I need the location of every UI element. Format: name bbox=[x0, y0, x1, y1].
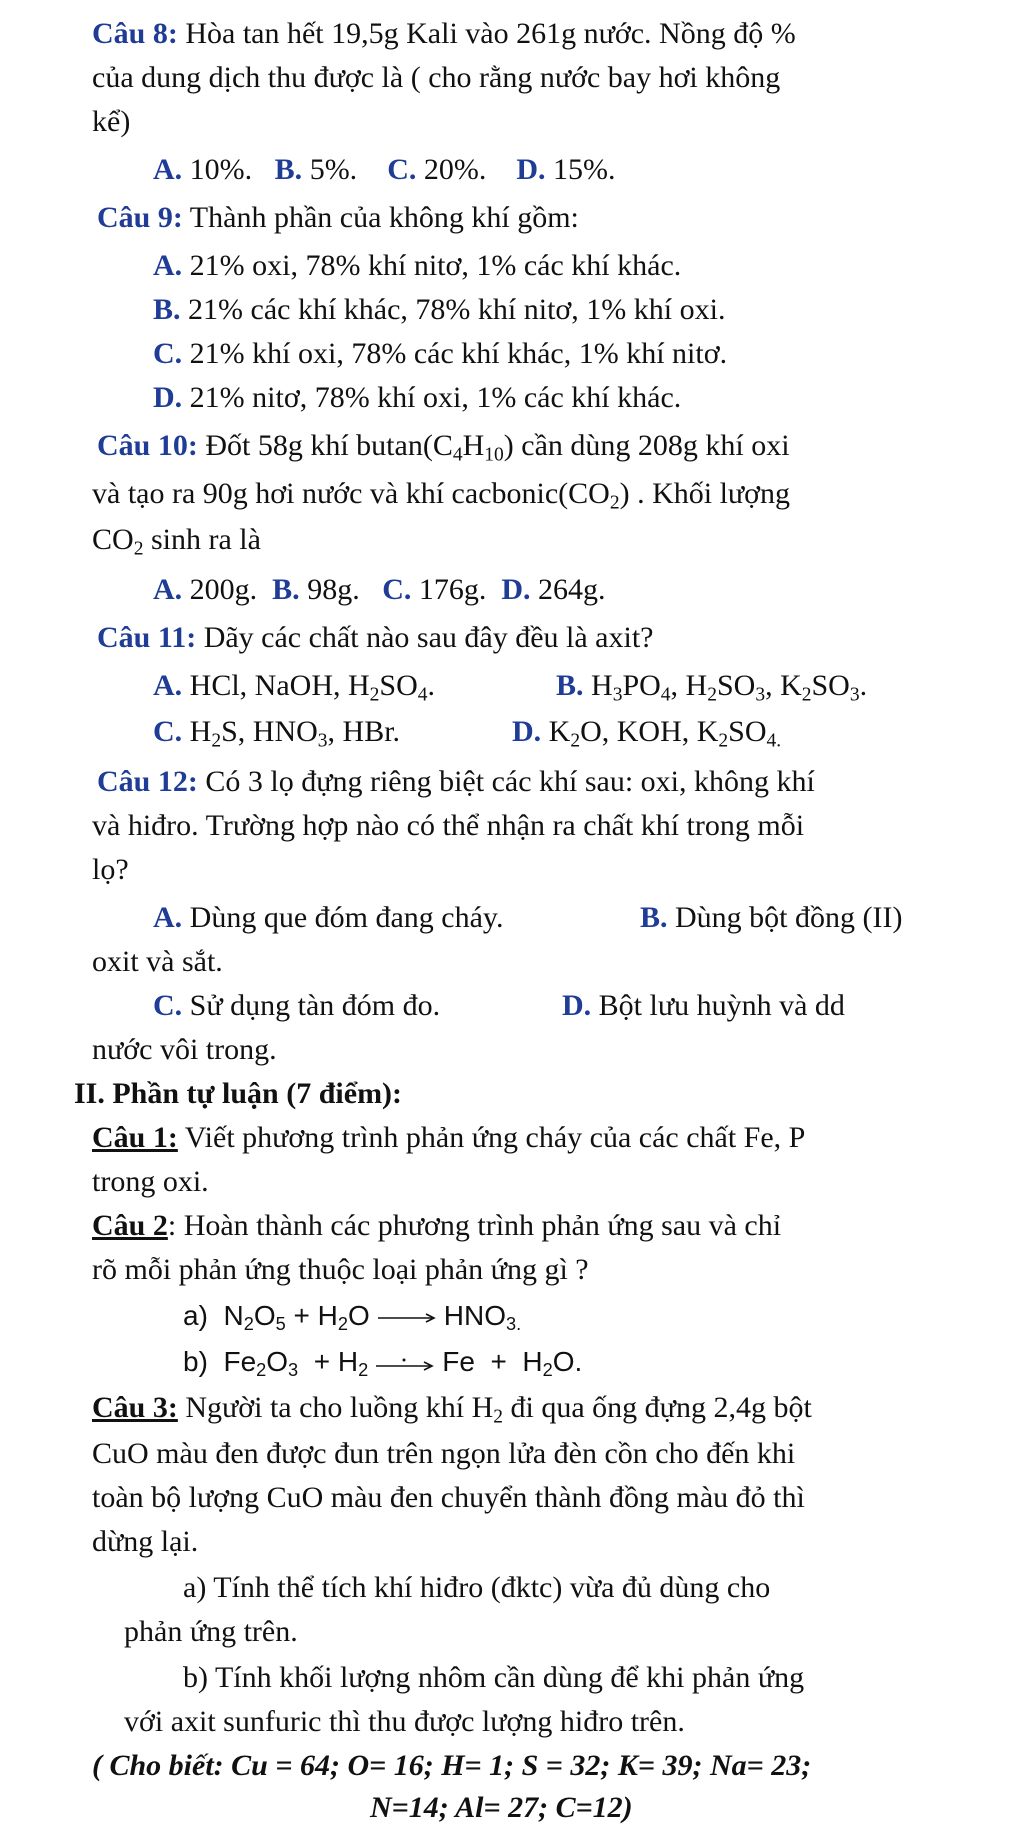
question-9-option-b bbox=[153, 292, 725, 328]
option-text: 21% các khí khác, 78% khí nitơ, 1% khí oxi. bbox=[188, 293, 726, 326]
option-text: 21% oxi, 78% khí nitơ, 1% các khí khác. bbox=[189, 249, 682, 282]
question-text: ) . Khối lượng bbox=[619, 477, 791, 510]
question-12-option-b-cont: oxit và sắt. bbox=[92, 945, 223, 978]
essay-1-line-2: trong oxi. bbox=[92, 1165, 209, 1198]
option-label: A. bbox=[153, 153, 183, 186]
option-text: 5%. bbox=[309, 153, 358, 186]
question-8-answers bbox=[153, 152, 616, 188]
question-label: Câu 9: bbox=[97, 201, 183, 234]
question-9-option-c bbox=[153, 336, 727, 372]
question-10-line-1: Câu 10: Đốt 58g khí $butan(C_4H_{10})$ cần dùng 208g khí oxi bbox=[97, 429, 790, 466]
item-label: b) bbox=[183, 1346, 208, 1377]
question-text: Thành phần của không khí gồm: bbox=[182, 201, 579, 234]
question-text: Hòa tan hết 19,5g Kali vào 261g nước. Nồng độ % bbox=[177, 17, 796, 50]
option-label: B. bbox=[153, 293, 181, 326]
essay-3-part-a: a) Tính thể tích khí hiđro (đktc) vừa đủ dùng cho bbox=[183, 1571, 771, 1604]
question-12-option-a bbox=[153, 900, 504, 936]
question-11-option-b: B. $H_3PO_4$, $H_2SO_3$, $K_2SO_3$. bbox=[556, 669, 868, 706]
option-label: C. bbox=[153, 337, 183, 370]
question-12-option-d bbox=[562, 988, 845, 1024]
question-text: Có 3 lọ đựng riêng biệt các khí sau: oxi, không khí bbox=[197, 765, 815, 798]
question-label: Câu 3: bbox=[92, 1391, 178, 1424]
question-text: sinh ra là bbox=[143, 523, 261, 556]
question-text: CO bbox=[92, 523, 134, 556]
option-text: 20%. bbox=[423, 153, 487, 186]
reaction-a: a) $N_2O_5 + H_2O$ $HNO_{3.}$ bbox=[183, 1300, 522, 1335]
essay-3-part-a-cont: phản ứng trên. bbox=[124, 1615, 298, 1648]
question-text: Dãy các chất nào sau đây đều là axit? bbox=[196, 621, 654, 654]
option-label: A. bbox=[153, 249, 183, 282]
reaction-b: b) $Fe_2O_3 + H_2$ $Fe + H_2O$. bbox=[183, 1346, 583, 1381]
question-text: và tạo ra 90g hơi nước và khí cacbonic(CO bbox=[92, 477, 610, 510]
question-10-line-2: và tạo ra 90g hơi nước và khí $cacbonic(CO_2)$ . Khối lượng bbox=[92, 477, 791, 514]
reaction-arrow-icon bbox=[376, 1311, 438, 1325]
option-label: A. bbox=[153, 669, 183, 702]
question-text: ) cần dùng 208g khí oxi bbox=[503, 429, 790, 462]
essay-3-line-4: dừng lại. bbox=[92, 1525, 199, 1558]
option-label: D. bbox=[501, 573, 531, 606]
question-12-option-c bbox=[153, 988, 440, 1024]
option-text: 21% nitơ, 78% khí oxi, 1% các khí khác. bbox=[189, 381, 682, 414]
option-text: 176g. bbox=[418, 573, 487, 606]
question-label: Câu 10: bbox=[97, 429, 198, 462]
option-label: D. bbox=[516, 153, 546, 186]
question-text: Người ta cho luồng khí H bbox=[177, 1391, 494, 1424]
question-label: Câu 11: bbox=[97, 621, 197, 654]
question-12-line-2: và hiđro. Trường hợp nào có thể nhận ra chất khí trong mỗi bbox=[92, 809, 805, 842]
question-label: Câu 2 bbox=[92, 1209, 168, 1242]
essay-3-part-b-cont: với axit sunfuric thì thu được lượng hiđro trên. bbox=[124, 1705, 685, 1738]
question-11-option-c: C. $H_2S$, $HNO_3$, HBr. bbox=[153, 715, 401, 752]
item-label: a) bbox=[183, 1300, 208, 1331]
question-11-line-1 bbox=[97, 620, 653, 656]
option-label: C. bbox=[153, 715, 183, 748]
option-text: 200g. bbox=[189, 573, 258, 606]
question-12-option-d-cont: nước vôi trong. bbox=[92, 1033, 277, 1066]
question-9-option-a bbox=[153, 248, 681, 284]
question-text: đi qua ống đựng 2,4g bột bbox=[503, 1391, 812, 1424]
question-12-option-b bbox=[640, 900, 902, 936]
option-label: B. bbox=[640, 901, 668, 934]
option-text: 264g. bbox=[538, 573, 606, 606]
question-text: Đốt 58g khí butan(C bbox=[197, 429, 453, 462]
question-12-line-1 bbox=[97, 764, 815, 800]
question-9-option-d bbox=[153, 380, 681, 416]
question-label: Câu 12: bbox=[97, 765, 198, 798]
option-text: Sử dụng tàn đóm đo. bbox=[189, 989, 441, 1022]
essay-2-line-1 bbox=[92, 1208, 781, 1244]
essay-3-part-b: b) Tính khối lượng nhôm cần dùng để khi phản ứng bbox=[183, 1661, 805, 1694]
essay-2-line-2: rõ mỗi phản ứng thuộc loại phản ứng gì ? bbox=[92, 1253, 589, 1286]
option-label: B. bbox=[274, 153, 303, 186]
option-label: C. bbox=[387, 153, 417, 186]
option-text: Dùng bột đồng (II) bbox=[675, 901, 903, 934]
essay-3-line-1: Câu 3: Người ta cho luồng khí $H_2$ đi qua ống đựng 2,4g bột bbox=[92, 1391, 812, 1428]
option-label: B. bbox=[556, 669, 584, 702]
given-data-line-1: ( Cho biết: Cu = 64; O= 16; H= 1; S = 32; K= 39; Na= 23; bbox=[92, 1749, 812, 1782]
question-11-option-a: A. HCl, NaOH, $H_2SO_4$. bbox=[153, 669, 436, 706]
question-9-line-1 bbox=[97, 200, 579, 236]
question-8-line-3: kể) bbox=[92, 105, 131, 138]
option-label: A. bbox=[153, 573, 183, 606]
option-label: D. bbox=[562, 989, 592, 1022]
question-8-line-2: của dung dịch thu được là ( cho rằng nước bay hơi không bbox=[92, 61, 781, 94]
option-label: C. bbox=[153, 989, 183, 1022]
option-text: Dùng que đóm đang cháy. bbox=[189, 901, 504, 934]
option-text: 98g. bbox=[307, 573, 360, 606]
option-label: A. bbox=[153, 901, 183, 934]
question-text: Viết phương trình phản ứng cháy của các chất Fe, P bbox=[177, 1121, 806, 1154]
option-label: C. bbox=[382, 573, 412, 606]
question-10-answers bbox=[153, 572, 606, 608]
essay-3-line-2: CuO màu đen được đun trên ngọn lửa đèn cồn cho đến khi bbox=[92, 1437, 796, 1470]
question-10-line-3: $CO_2$ sinh ra là bbox=[92, 523, 261, 560]
question-12-line-3: lọ? bbox=[92, 853, 129, 886]
essay-3-line-3: toàn bộ lượng CuO màu đen chuyển thành đồng màu đỏ thì bbox=[92, 1481, 805, 1514]
question-label: Câu 1: bbox=[92, 1121, 178, 1154]
question-11-option-d: D. $K_2O$, KOH, $K_2SO_{4.}$ bbox=[512, 715, 782, 752]
question-8-line-1 bbox=[92, 16, 796, 52]
given-data-line-2: N=14; Al= 27; C=12) bbox=[370, 1791, 633, 1824]
question-label: Câu 8: bbox=[92, 17, 178, 50]
option-text: 10%. bbox=[189, 153, 253, 186]
option-label: D. bbox=[512, 715, 542, 748]
section-heading: II. Phần tự luận (7 điểm): bbox=[74, 1077, 403, 1110]
essay-1-line-1 bbox=[92, 1120, 805, 1156]
question-text: : Hoàn thành các phương trình phản ứng sau và chỉ bbox=[167, 1209, 782, 1242]
heat-arrow-icon bbox=[374, 1357, 436, 1371]
option-label: B. bbox=[272, 573, 300, 606]
option-text: Bột lưu huỳnh và dd bbox=[598, 989, 845, 1022]
option-text: 21% khí oxi, 78% các khí khác, 1% khí nitơ. bbox=[189, 337, 728, 370]
option-text: 15%. bbox=[553, 153, 616, 186]
option-label: D. bbox=[153, 381, 183, 414]
